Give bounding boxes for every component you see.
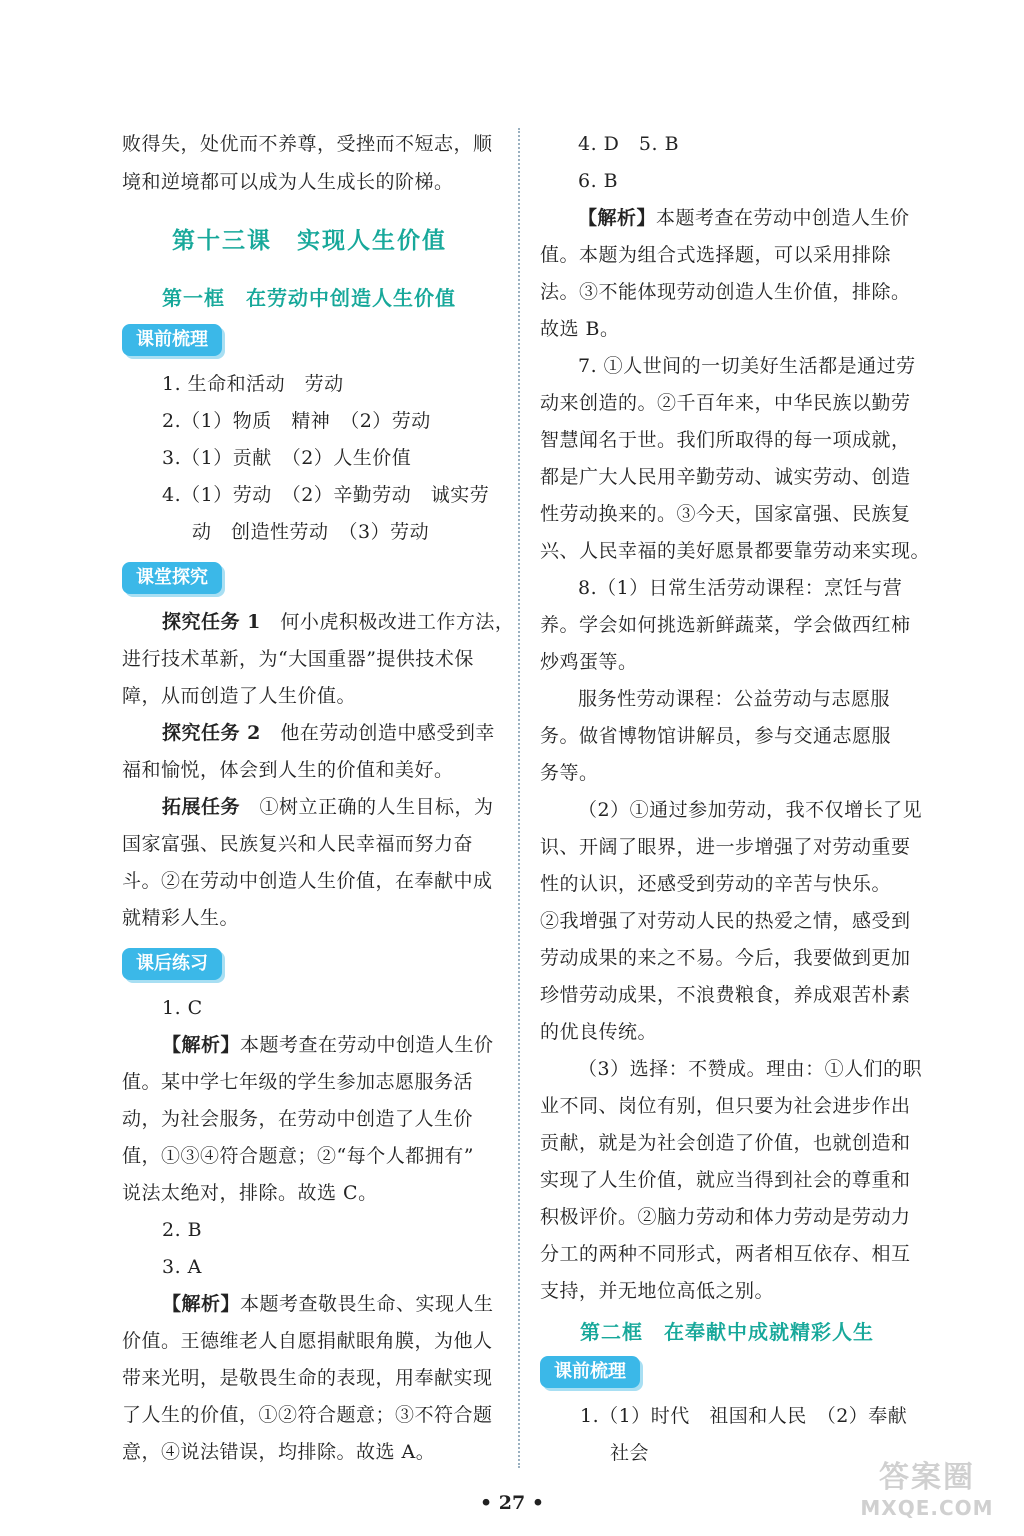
page-number: • 27 •	[480, 1492, 544, 1514]
answer-line: 3. A	[162, 1256, 202, 1278]
text-line: 带来光明，是敬畏生命的表现，用奉献实现	[122, 1367, 493, 1389]
analysis-line	[162, 1292, 494, 1316]
section-badge: 课前梳理	[122, 324, 222, 356]
text-line: 1. 生命和活动 劳动	[162, 373, 344, 395]
text-line: 实现了人生价值，就应当得到社会的尊重和	[540, 1169, 911, 1191]
text-line: 炒鸡蛋等。	[540, 651, 638, 673]
text-line: 国家富强、民族复兴和人民幸福而努力奋	[122, 833, 474, 855]
watermark-text: 答案圈	[879, 1460, 975, 1495]
text-line: 斗。②在劳动中创造人生价值，在奉献中成	[122, 870, 493, 892]
text-line: 值。本题为组合式选择题，可以采用排除	[540, 244, 892, 266]
text-line: 福和愉悦，体会到人生的价值和美好。	[122, 759, 454, 781]
task-label: 拓展任务	[162, 796, 241, 818]
text-line: 贡献，就是为社会创造了价值，也就创造和	[540, 1132, 911, 1154]
text-line: 务等。	[540, 762, 599, 784]
text-line: 性劳动换来的。③今天，国家富强、民族复	[540, 503, 911, 525]
text-line: 养。学会如何挑选新鲜蔬菜，学会做西红柿	[540, 614, 911, 636]
text-line: 8.（1）日常生活劳动课程：烹饪与营	[578, 577, 903, 599]
task-line	[162, 795, 494, 819]
text-line: 性的认识，还感受到劳动的辛苦与快乐。	[540, 873, 892, 895]
analysis-label: 【解析】	[162, 1034, 241, 1056]
text-line: 动来创造的。②千百年来，中华民族以勤劳	[540, 392, 911, 414]
analysis-text: 本题考查敬畏生命、实现人生	[240, 1293, 494, 1315]
text-line: 4.（1）劳动 （2）辛勤劳动 诚实劳	[162, 484, 490, 506]
text-line: 7. ①人世间的一切美好生活都是通过劳	[578, 355, 916, 377]
text-line: 法。③不能体现劳动创造人生价值，排除。	[540, 281, 911, 303]
text-line: 服务性劳动课程：公益劳动与志愿服	[578, 688, 891, 710]
answer-line: 2. B	[162, 1219, 203, 1241]
text-line: 动 创造性劳动 （3）劳动	[192, 521, 430, 543]
text-line: 3.（1）贡献 （2）人生价值	[162, 447, 412, 469]
analysis-line	[162, 1033, 494, 1057]
text-line: 兴、人民幸福的美好愿景都要靠劳动来实现。	[540, 540, 931, 562]
text-line: 境和逆境都可以成为人生成长的阶梯。	[122, 171, 454, 193]
section-title: 第一框 在劳动中创造人生价值	[162, 286, 456, 310]
text-line: 值。某中学七年级的学生参加志愿服务活	[122, 1071, 474, 1093]
text-line: （2）①通过参加劳动，我不仅增长了见	[578, 799, 923, 821]
text-line: 价值。王德维老人自愿捐献眼角膜，为他人	[122, 1330, 493, 1352]
text-line: 2.（1）物质 精神 （2）劳动	[162, 410, 431, 432]
text-line: 了人生的价值，①②符合题意；③不符合题	[122, 1404, 493, 1426]
text-line: 分工的两种不同形式，两者相互依存、相互	[540, 1243, 911, 1265]
column-divider	[518, 128, 520, 1468]
text-line: 社会	[610, 1442, 650, 1464]
text-line: 意，④说法错误，均排除。故选 A。	[122, 1441, 436, 1463]
analysis-text: 本题考查在劳动中创造人生价	[656, 207, 910, 229]
watermark-logo	[842, 1452, 1012, 1522]
text-line: 识、开阔了眼界，进一步增强了对劳动重要	[540, 836, 911, 858]
text-line: 就精彩人生。	[122, 907, 240, 929]
text-line: 进行技术革新，为“大国重器”提供技术保	[122, 648, 474, 670]
answer-line: 4. D 5. B	[578, 133, 680, 155]
answer-line: 6. B	[578, 170, 619, 192]
task-label: 探究任务 1	[162, 611, 261, 633]
text-line: 支持，并无地位高低之别。	[540, 1280, 775, 1302]
task-text: 何小虎积极改进工作方法，	[280, 611, 515, 633]
analysis-label: 【解析】	[578, 207, 657, 229]
analysis-line	[578, 206, 910, 230]
section-badge: 课前梳理	[540, 1356, 640, 1388]
text-line: 智慧闻名于世。我们所取得的每一项成就，	[540, 429, 911, 451]
text-line: 珍惜劳动成果，不浪费粮食，养成艰苦朴素	[540, 984, 911, 1006]
text-line: 的优良传统。	[540, 1021, 658, 1043]
task-line	[162, 721, 495, 745]
text-line: 劳动成果的来之不易。今后，我要做到更加	[540, 947, 911, 969]
answer-line: 1. C	[162, 997, 203, 1019]
task-text: 他在劳动创造中感受到幸	[280, 722, 495, 744]
section-title: 第二框 在奉献中成就精彩人生	[580, 1320, 874, 1344]
text-line: （3）选择：不赞成。理由：①人们的职	[578, 1058, 923, 1080]
text-line: 业不同、岗位有别，但只要为社会进步作出	[540, 1095, 911, 1117]
task-text: ①树立正确的人生目标，为	[259, 796, 494, 818]
text-line: 值，①③④符合题意；②“每个人都拥有”	[122, 1145, 474, 1167]
text-line: 都是广大人民用辛勤劳动、诚实劳动、创造	[540, 466, 911, 488]
text-line: 障，从而创造了人生价值。	[122, 685, 357, 707]
text-line: ②我增强了对劳动人民的热爱之情，感受到	[540, 910, 911, 932]
section-badge: 课后练习	[122, 948, 222, 980]
text-line: 务。做省博物馆讲解员，参与交通志愿服	[540, 725, 892, 747]
analysis-label: 【解析】	[162, 1293, 241, 1315]
text-line: 故选 B。	[540, 318, 620, 340]
analysis-text: 本题考查在劳动中创造人生价	[240, 1034, 494, 1056]
section-badge: 课堂探究	[122, 562, 222, 594]
text-line: 动，为社会服务，在劳动中创造了人生价	[122, 1108, 474, 1130]
lesson-title: 第十三课 实现人生价值	[172, 228, 447, 254]
task-label: 探究任务 2	[162, 722, 261, 744]
text-line: 说法太绝对，排除。故选 C。	[122, 1182, 378, 1204]
watermark-url: MXQE.COM	[860, 1496, 994, 1520]
text-line: 败得失，处优而不养尊，受挫而不短志，顺	[122, 133, 493, 155]
text-line: 积极评价。②脑力劳动和体力劳动是劳动力	[540, 1206, 911, 1228]
task-line	[162, 610, 514, 634]
text-line: 1.（1）时代 祖国和人民 （2）奉献	[580, 1405, 908, 1427]
